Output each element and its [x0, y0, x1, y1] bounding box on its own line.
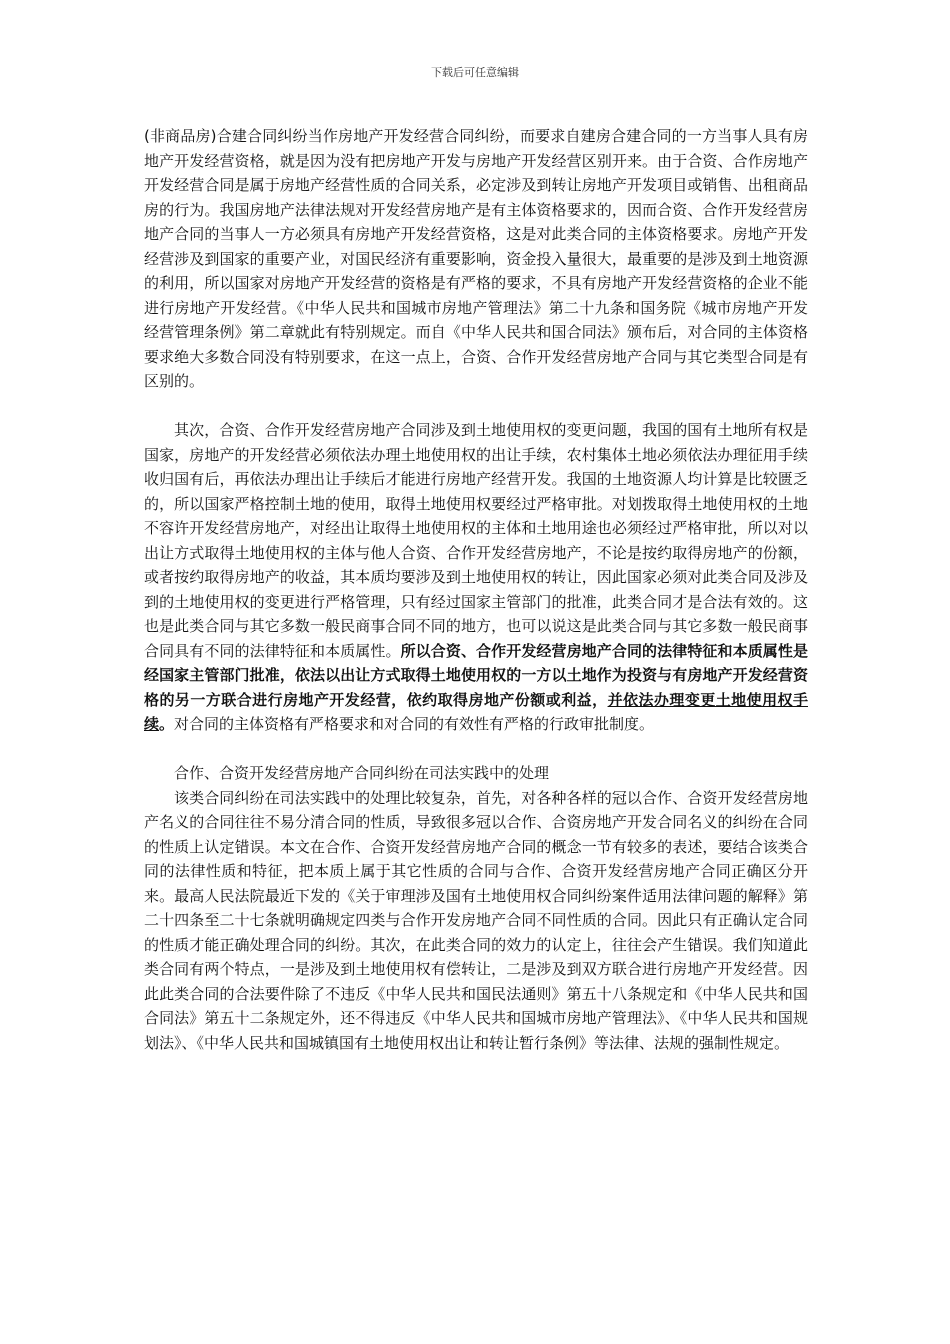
document-body	[144, 124, 808, 1055]
paragraph-spacer	[144, 737, 808, 762]
page-header: 下载后可任意编辑	[431, 66, 519, 79]
paragraph-2-tail-text: 对合同的主体资格有严格要求和对合同的有效性有严格的行政审批制度。	[174, 715, 655, 733]
paragraph-1: (非商品房)合建合同纠纷当作房地产开发经营合同纠纷，而要求自建房合建合同的一方当事人具有房地产开发经营资格，就是因为没有把房地产开发与房地产开发经营区别开来。由于合资、合作房地产开发经营合同是属于房地产经营性质的合同关系，必定涉及到转让房地产开发项目或销售、出租商品房的行为。我国房地产法律法规对开发经营房地产是有主体资格要求的，因而合资、合作开发经营房地产合同的当事人一方必须具有房地产开发经营资格，这是对此类合同的主体资格要求。房地产开发经营涉及到国家的重要产业，对国民经济有重要影响，资金投入量很大，最重要的是涉及到土地资源的利用，所以国家对房地产开发经营的资格是有严格的要求，不具有房地产开发经营资格的企业不能进行房地产开发经营。《中华人民共和国城市房地产管理法》第二十九条和国务院《城市房地产开发经营管理条例》第二章就此有特别规定。而自《中华人民共和国合同法》颁布后，对合同的主体资格要求绝大多数合同没有特别要求，在这一点上，合资、合作开发经营房地产合同与其它类型合同是有区别的。	[144, 127, 808, 390]
paragraph-2-bold-text: 所以合资、合作开发经营房地产合同的法律特征和本质属性是经国家主管部门批准，依法以出让方式取得土地使用权的一方以土地作为投资与有房地产开发经营资格的另一方联合进行房地产开发经营，依约取得房地产份额或利益，	[144, 641, 808, 709]
paragraph-2-underlined-text: 并依法办理变更土地使用权手续	[144, 690, 808, 733]
paragraph-2	[144, 418, 808, 737]
paragraph-2-text: 其次，合资、合作开发经营房地产合同涉及到土地使用权的变更问题，我国的国有土地所有权是国家，房地产的开发经营必须依法办理土地使用权的出让手续，农村集体土地必须依法办理征用手续收归国有后，再依法办理出让手续后才能进行房地产经营开发。我国的土地资源人均计算是比较匮乏的，所以国家严格控制土地的使用，取得土地使用权要经过严格审批。对划拨取得土地使用权的土地不容许开发经营房地产，对经出让取得土地使用权的主体和土地用途也必须经过严格审批，所以对以出让方式取得土地使用权的主体与他人合资、合作开发经营房地产，不论是按约取得房地产的份额，或者按约取得房地产的收益，其本质均要涉及到土地使用权的转让，因此国家必须对此类合同及涉及到的土地使用权的变更进行严格管理，只有经过国家主管部门的批准，此类合同才是合法有效的。这也是此类合同与其它多数一般民商事合同不同的地方，也可以说这是此类合同与其它多数一般民商事合同具有不同的法律特征和本质属性。	[144, 421, 808, 660]
paragraph-2-bold-period: 。	[159, 715, 175, 733]
paragraph-spacer	[144, 394, 808, 419]
paragraph-4: 该类合同纠纷在司法实践中的处理比较复杂，首先，对各种各样的冠以合作、合资开发经营房地产名义的合同往往不易分清合同的性质，导致很多冠以合作、合资房地产开发合同名义的纠纷在合同的性质上认定错误。本文在合作、合资开发经营房地产合同的概念一节有较多的表述，要结合该类合同的法律性质和特征，把本质上属于其它性质的合同与合作、合资开发经营房地产合同正确区分开来。最高人民法院最近下发的《关于审理涉及国有土地使用权合同纠纷案件适用法律问题的解释》第二十四条至二十七条就明确规定四类与合作开发房地产合同不同性质的合同。因此只有正确认定合同的性质才能正确处理合同的纠纷。其次，在此类合同的效力的认定上，往往会产生错误。我们知道此类合同有两个特点，一是涉及到土地使用权有偿转让，二是涉及到双方联合进行房地产开发经营。因此此类合同的合法要件除了不违反《中华人民共和国民法通则》第五十八条规定和《中华人民共和国合同法》第五十二条规定外，还不得违反《中华人民共和国城市房地产管理法》、《中华人民共和国规划法》、《中华人民共和国城镇国有土地使用权出让和转让暂行条例》等法律、法规的强制性规定。	[144, 788, 808, 1052]
section-heading: 合作、合资开发经营房地产合同纠纷在司法实践中的处理	[174, 764, 550, 782]
